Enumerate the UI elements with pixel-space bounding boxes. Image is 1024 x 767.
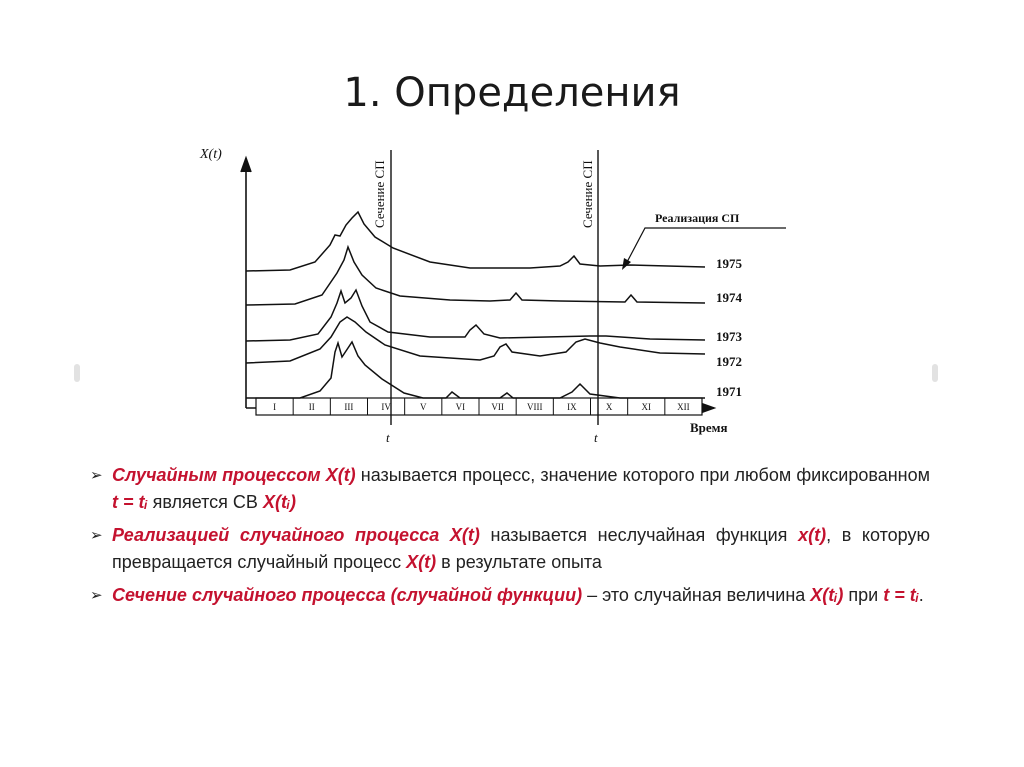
year-label-1972: 1972 [716,354,742,369]
month-label: VIII [527,402,543,412]
year-labels [716,256,743,399]
curve-1972 [246,317,705,363]
definition-formula: t = tᵢ [883,585,919,605]
definition-text: . [918,585,924,605]
month-label: VII [491,402,504,412]
definition-term: Реализацией случайного процесса X(t) [112,525,480,545]
curve-1975 [246,212,705,271]
definition-random-process [90,462,930,516]
realization-leader-arrow-icon [622,258,631,270]
curve-1974 [246,247,705,305]
year-label-1973: 1973 [716,329,742,344]
curves [246,212,705,398]
definition-formula: X(tᵢ) [262,492,297,512]
definition-text: при [843,585,884,605]
section-label-2: Сечение СП [580,160,595,228]
definition-text: , в которую превращается случайный процесс [112,525,930,572]
month-label: IV [381,402,391,412]
y-axis-arrow-icon [241,158,251,172]
month-label: V [420,402,427,412]
year-label-1971: 1971 [716,384,742,399]
cut-label-t2: t [594,430,598,445]
definition-formula: t = tᵢ [112,492,148,512]
month-band [256,398,702,415]
bullet-arrow-icon: ➢ [90,467,103,484]
definition-text: называется процесс, значение которого при любом фиксированном [355,465,930,485]
definition-text: называется неслучайная функция [479,525,799,545]
realization-leader [626,228,786,264]
definition-formula: X(tᵢ) [810,585,844,605]
month-label: XII [677,402,690,412]
month-label: VI [455,402,466,412]
month-label: XI [641,402,651,412]
month-label: II [308,402,315,412]
definition-term: Сечение случайного процесса (случайной функции) [112,585,583,605]
section-lines [391,150,598,425]
x-axis-label: Время [690,420,728,435]
month-label: IX [567,402,577,412]
definition-text: в результате опыта [436,552,602,572]
y-axis-label: X(t) [200,147,222,162]
month-label: III [344,402,354,412]
month-label: X [605,402,613,412]
definition-term: Случайным процессом X(t) [112,465,356,485]
realization-label: Реализация СП [655,211,740,225]
bullet-arrow-icon: ➢ [90,587,103,604]
year-label-1974: 1974 [716,290,742,305]
definition-formula: x(t) [798,525,827,545]
axes [241,158,714,413]
definition-realization [90,522,930,576]
section-label-1: Сечение СП [372,160,387,228]
bullet-arrow-icon: ➢ [90,527,103,544]
definition-formula: X(t) [406,552,437,572]
definition-text: – это случайная величина [582,585,811,605]
year-label-1975: 1975 [716,256,742,271]
month-label: I [273,402,277,412]
definitions-list [90,462,930,615]
definition-section [90,582,930,609]
definition-text: является СВ [147,492,263,512]
slide-title: 1. Определения [343,70,681,116]
cut-label-t1: t [386,430,390,445]
